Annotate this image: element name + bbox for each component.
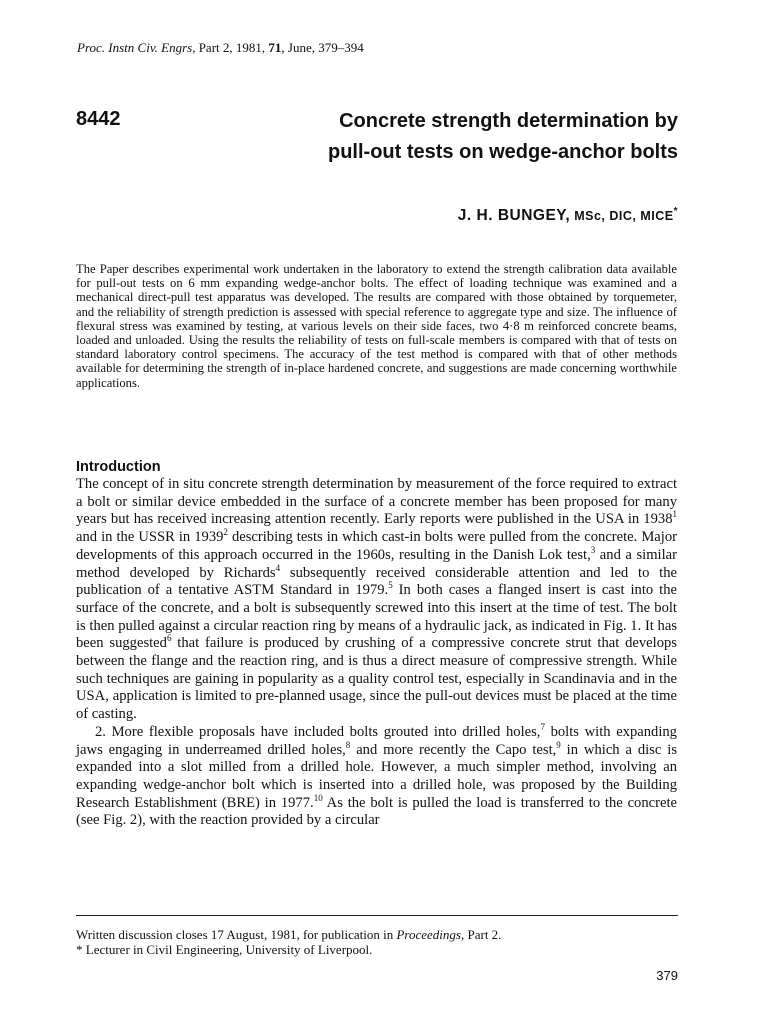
paper-number: 8442 bbox=[76, 108, 121, 130]
citation-issue-pages: , June, 379–394 bbox=[281, 40, 364, 55]
author-name: J. H. BUNGEY, bbox=[457, 207, 571, 225]
introduction-body bbox=[76, 476, 677, 830]
journal-name: Proc. Instn Civ. Engrs bbox=[77, 40, 193, 55]
paragraph-1: The concept of in situ concrete strength determination by measurement of the force required to extract a bolt or similar device embedded in the surface of a concrete member has been proposed for many years but has received increasing attention recently. Early reports were published in the USA in 1938$^1$ and in the USSR in 1939$^2$ describing tests in which cast-in bolts were pulled from the concrete. Major developments of this approach occurred in the 1960s, resulting in the Danish Lok test,$^3$ and a similar method developed by Richards$^4$ subsequently received considerable attention and led to the publication of a tentative ASTM Standard in 1979.$^5$ In both cases a flanged insert is cast into the surface of the concrete, and a bolt is subsequently screwed into this insert at the time of test. The bolt is then pulled against a circular reaction ring by means of a hydraulic jack, as indicated in Fig. 1. It has been suggested$^6$ that failure is produced by crushing of a compressive concrete strut that develops between the flange and the reaction ring, and is thus a direct measure of compressive strength. While such techniques are gaining in popularity as a quality control test, especially in Scandinavia and in the USA, application is limited to pre-planned usage, since the pull-out devices must be placed at the time of casting. bbox=[76, 476, 677, 723]
footnote-affiliation: * Lecturer in Civil Engineering, University of Liverpool. bbox=[76, 942, 373, 957]
citation-ref: 5 bbox=[388, 580, 393, 591]
citation-volume: 71 bbox=[268, 40, 282, 55]
citation-ref: 10 bbox=[313, 792, 323, 803]
page-number: 379 bbox=[656, 968, 678, 983]
citation-ref: 8 bbox=[345, 739, 351, 750]
author-footnote-marker: * bbox=[673, 206, 678, 217]
title-line-2: pull-out tests on wedge-anchor bolts bbox=[328, 141, 678, 163]
title-line-1: Concrete strength determination by bbox=[339, 110, 678, 132]
footnote-divider bbox=[76, 915, 678, 916]
section-heading-introduction: Introduction bbox=[76, 459, 161, 475]
citation-ref: 9 bbox=[556, 739, 561, 750]
author-line bbox=[330, 206, 678, 225]
citation-ref: 1 bbox=[672, 509, 677, 520]
citation-ref: 6 bbox=[166, 633, 172, 644]
journal-citation bbox=[77, 40, 364, 56]
paper-title bbox=[200, 106, 678, 168]
citation-ref: 2 bbox=[223, 527, 228, 538]
footnote-discussion: Written discussion closes 17 August, 1981, for publication in Proceedings, Part 2. bbox=[76, 927, 502, 942]
citation-ref: 4 bbox=[275, 562, 281, 573]
citation-ref: 3 bbox=[590, 544, 596, 555]
author-qualifications: MSc, DIC, MICE bbox=[570, 209, 674, 224]
footnotes bbox=[76, 927, 677, 957]
abstract: The Paper describes experimental work undertaken in the laboratory to extend the strength calibration data available for pull-out tests on 6 mm expanding wedge-anchor bolts. The effect of loading technique was examined and a mechanical direct-pull test apparatus was developed. The results are compared with those obtained by torquemeter, and the reliability of strength prediction is assessed with special reference to aggregate type and size. The influence of flexural stress was examined by testing, at various levels on their side faces, two 4·8 m reinforced concrete beams, loaded and unloaded. Using the results the reliability of tests on full-scale members is compared with that of tests on standard laboratory control specimens. The accuracy of the test method is compared with that of other methods available for determining the strength of in-place hardened concrete, and suggestions are made concerning worthwhile applications. bbox=[76, 262, 677, 390]
paragraph-2: 2. More flexible proposals have included bolts grouted into drilled holes,$^7$ bolts with expanding jaws engaging in underreamed drilled holes,$^8$ and more recently the Capo test,$^9$ in which a disc is expanded into a slot milled from a drilled hole. However, a much simpler method, involving an expanding wedge-anchor bolt which is inserted into a drilled hole, was proposed by the Building Research Establishment (BRE) in 1977.10 As the bolt is pulled the load is transferred to the concrete (see Fig. 2), with the reaction provided by a circular bbox=[76, 721, 677, 829]
citation-ref: 7 bbox=[540, 721, 545, 732]
citation-part: , Part 2, 1981, bbox=[192, 40, 269, 55]
